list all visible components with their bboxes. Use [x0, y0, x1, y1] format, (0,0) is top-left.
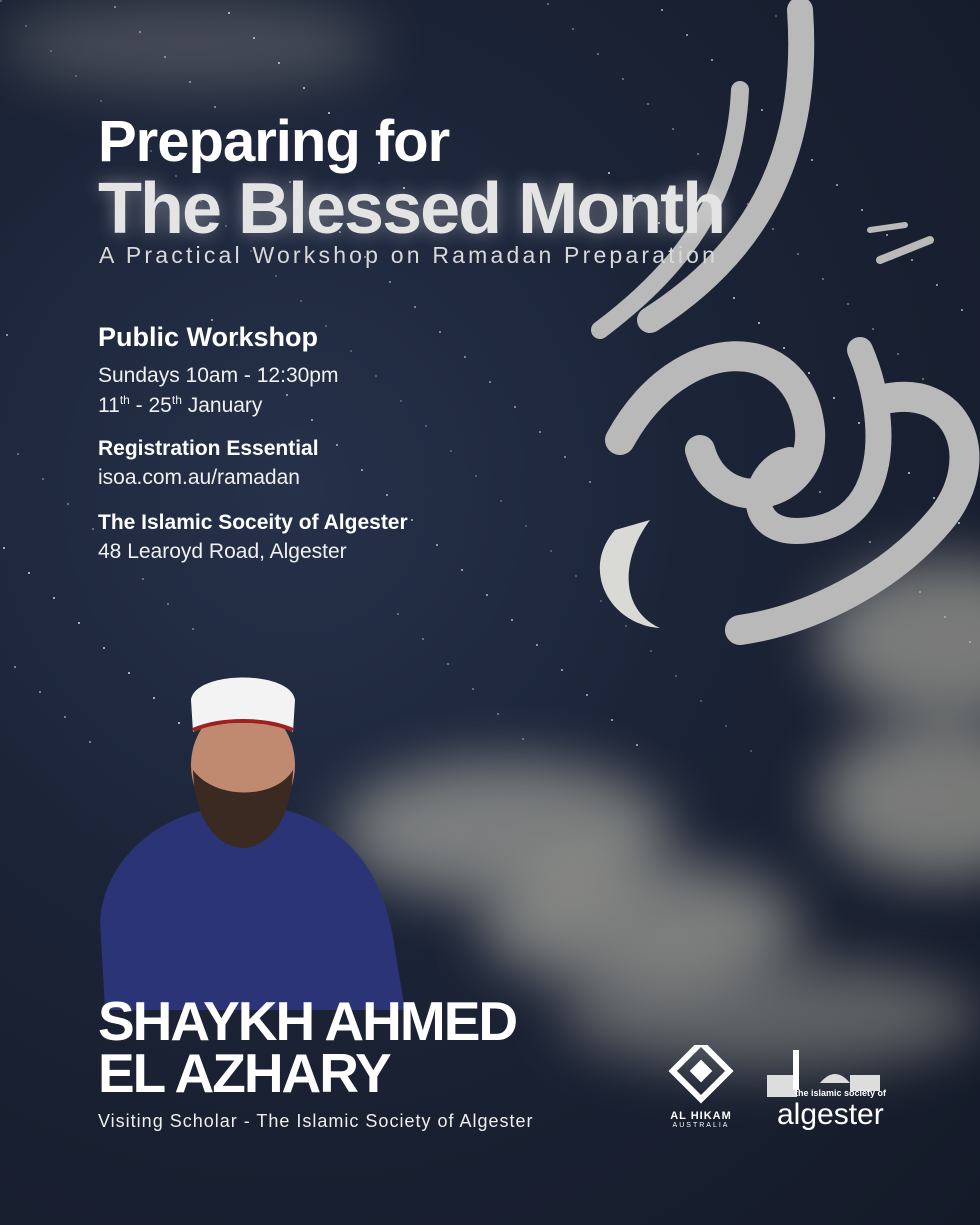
star — [636, 744, 638, 746]
registration-label: Registration Essential — [98, 437, 319, 460]
venue-name: The Islamic Soceity of Algester — [98, 511, 408, 534]
star — [475, 475, 477, 477]
speaker-name: SHAYKH AHMED EL AZHARY — [98, 990, 517, 1104]
star — [414, 306, 416, 308]
subtitle: A Practical Workshop on Ramadan Preparation — [99, 242, 719, 268]
star — [750, 750, 752, 752]
star — [514, 406, 516, 408]
star — [461, 569, 463, 571]
star — [389, 281, 391, 283]
workshop-time: Sundays 10am - 12:30pm — [98, 364, 339, 387]
star — [522, 738, 524, 740]
star — [725, 725, 727, 727]
star — [547, 3, 549, 5]
speaker-photo — [95, 670, 415, 1010]
star — [89, 741, 91, 743]
star — [375, 375, 377, 377]
star — [192, 628, 194, 630]
al-hikam-logo: AL HIKAM AUSTRALIA — [665, 1045, 737, 1129]
ramadan-calligraphy — [560, 0, 980, 650]
star — [28, 572, 30, 574]
star — [425, 425, 427, 427]
star — [14, 666, 16, 668]
star — [386, 494, 388, 496]
isoa-logo: the islamic society of algester — [765, 1045, 890, 1140]
star — [67, 503, 69, 505]
star — [286, 394, 288, 396]
star — [525, 525, 527, 527]
star — [92, 528, 94, 530]
workshop-heading: Public Workshop — [98, 322, 319, 352]
star — [536, 644, 538, 646]
star — [53, 597, 55, 599]
star — [550, 550, 552, 552]
star — [325, 325, 327, 327]
star — [142, 578, 144, 580]
star — [275, 275, 277, 277]
star — [511, 619, 513, 621]
star — [64, 716, 66, 718]
star — [436, 544, 438, 546]
star — [303, 87, 305, 89]
star — [350, 350, 352, 352]
star — [497, 713, 499, 715]
star — [675, 675, 677, 677]
star — [78, 622, 80, 624]
star — [0, 0, 2, 2]
star — [361, 469, 363, 471]
star — [650, 650, 652, 652]
star — [450, 450, 452, 452]
star — [397, 613, 399, 615]
star — [447, 663, 449, 665]
star — [17, 453, 19, 455]
star — [300, 300, 302, 302]
star — [586, 694, 588, 696]
star — [472, 688, 474, 690]
star — [700, 700, 702, 702]
star — [486, 594, 488, 596]
star — [103, 647, 105, 649]
star — [336, 444, 338, 446]
star — [400, 400, 402, 402]
title-line2: The Blessed Month — [98, 169, 725, 249]
star — [500, 500, 502, 502]
star — [422, 638, 424, 640]
star — [42, 478, 44, 480]
star — [211, 319, 213, 321]
star — [6, 334, 8, 336]
star — [561, 669, 563, 671]
workshop-dates: 11th - 25th January — [98, 393, 263, 417]
star — [611, 719, 613, 721]
registration-url[interactable]: isoa.com.au/ramadan — [98, 466, 300, 489]
star — [439, 331, 441, 333]
star — [489, 381, 491, 383]
crescent-moon-icon — [600, 520, 660, 628]
star — [411, 519, 413, 521]
star — [311, 419, 313, 421]
title-line1: Preparing for — [98, 109, 450, 174]
star — [100, 100, 102, 102]
star — [3, 547, 5, 549]
star — [539, 431, 541, 433]
star — [39, 691, 41, 693]
speaker-role: Visiting Scholar - The Islamic Society of Algester — [98, 1111, 534, 1131]
venue-address: 48 Learoyd Road, Algester — [98, 540, 347, 563]
star — [464, 356, 466, 358]
star — [167, 603, 169, 605]
